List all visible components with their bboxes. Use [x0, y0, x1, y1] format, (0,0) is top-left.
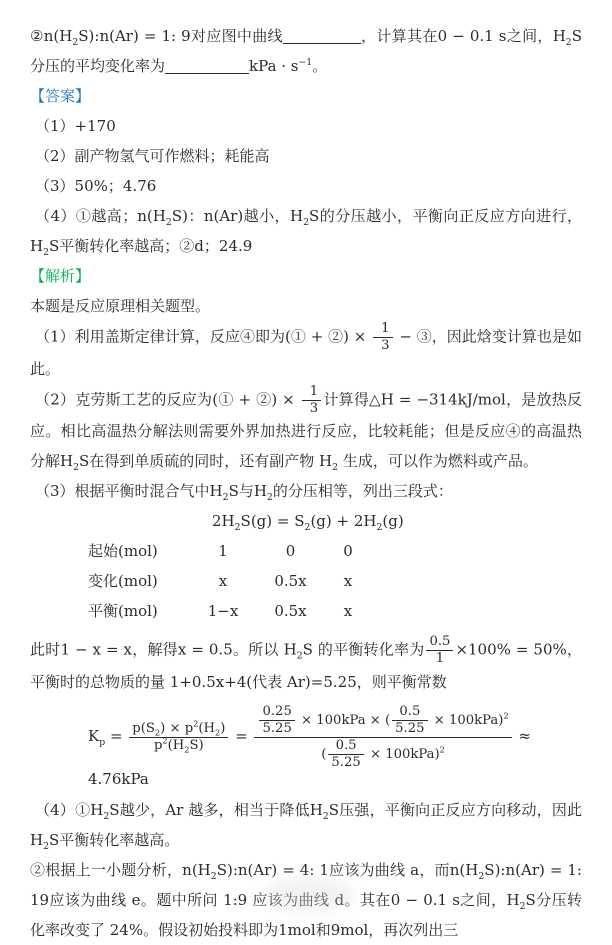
- ice-row-label: 平衡(mol): [88, 602, 158, 621]
- answer-heading: 【答案】: [30, 87, 91, 105]
- analysis-paragraph-3: （3）根据平衡时混合气中$H_2S$与$H_2$的分压相等，列出三段式：: [35, 482, 453, 504]
- ice-table: [88, 506, 582, 626]
- table-row: [88, 536, 582, 566]
- ice-cell: x: [343, 572, 353, 591]
- ice-row-label: 起始(mol): [88, 542, 158, 561]
- kp-equation: $K_p$ = $\frac{p(S_2) \times p^2(H_2)}{p^2(H_2S)}$ = $\frac{0.25}{5.25}$ × 100kPa × ( $\frac{0.5}{5.25}$ × 100kPa)$^2$ ( $\frac{0.5}{5.25}$ × 100kPa)$^2$ ≈ 4.76kPa: [88, 704, 531, 789]
- analysis-paragraph-4: 此时1 − x = x，解得x = 0.5。所以 $H_2S$ 的平衡转化率为 $\frac{0.5}{1}$ ×100% = 50%，平衡时的总物质的量 1+0.5x+4(代表 Ar)=5.25，则平衡常数: [30, 634, 582, 692]
- ice-cell: 0.5x: [274, 602, 307, 621]
- table-row: [88, 566, 582, 596]
- answer-item-3: （3）50%；4.76: [35, 177, 157, 195]
- analysis-intro: 本题是反应原理相关题型。: [30, 297, 211, 315]
- ice-cell: x: [218, 572, 228, 591]
- ice-row-label: 变化(mol): [88, 572, 158, 591]
- ice-cell: 0: [343, 542, 353, 561]
- analysis-heading: 【解析】: [30, 267, 91, 285]
- table-row: [88, 596, 582, 626]
- ice-cell: x: [343, 602, 353, 621]
- question-line: $②n(H_2S):n(Ar) = 1$: 9对应图中曲线 ，计算其在0 − 0.1 s之间，$H_2S$分压的平均变化率为 kPa · $s^{-1}$。: [30, 27, 582, 75]
- answer-item-4: （4）①越高；$n(H_2S)$：n(Ar)越小，$H_2S$的分压越小，平衡向正反应方向进行，$H_2S$平衡转化率越高；②d；24.9: [30, 207, 583, 258]
- ice-cell: 0: [285, 542, 296, 561]
- analysis-paragraph-2: （2）克劳斯工艺的反应为(① + ②) × $\frac{1}{3}$ 计算得△H = −314kJ/mol，是放热反应。相比高温热分解法则需要外界加热进行反应，比较耗能；但是反应④的高温热分解$H_2S$在得到单质硫的同时，还有副产物 $H_2$ 生成，可以作为燃料或产品。: [30, 383, 582, 474]
- ice-cell: 1: [218, 542, 228, 561]
- ice-cell: 1−x: [207, 602, 239, 621]
- ice-cell: 0.5x: [274, 572, 307, 591]
- ice-equation: $2H_2S(g) = S_2(g) + 2H_2(g)$: [212, 512, 404, 534]
- analysis-paragraph-6: ②根据上一小题分析，$n(H_2S):n(Ar) = 4$: 1应该为曲线 a，而$n(H_2S):n(Ar) = 1$: 19应该为曲线 e。题中所问 1:9 应该为曲线 d。其在0 − 0.1 s之间，$H_2S$分压转化率改变了 24%。假设初始投料即为1mol和9mol，再次列出三: [30, 861, 582, 940]
- analysis-paragraph-1: （1）利用盖斯定律计算，反应④即为(① + ②) × $\frac{1}{3}$ − ③，因此焓变计算也是如此。: [30, 321, 582, 378]
- answer-item-1: （1）+170: [35, 117, 116, 135]
- analysis-paragraph-5: $(4)①H_2S$越少，Ar 越多，相当于降低$H_2S$压强，平衡向正反应方向移动，因此$H_2S$平衡转化率越高。: [30, 801, 583, 853]
- answer-item-2: （2）副产物氢气可作燃料；耗能高: [35, 147, 270, 165]
